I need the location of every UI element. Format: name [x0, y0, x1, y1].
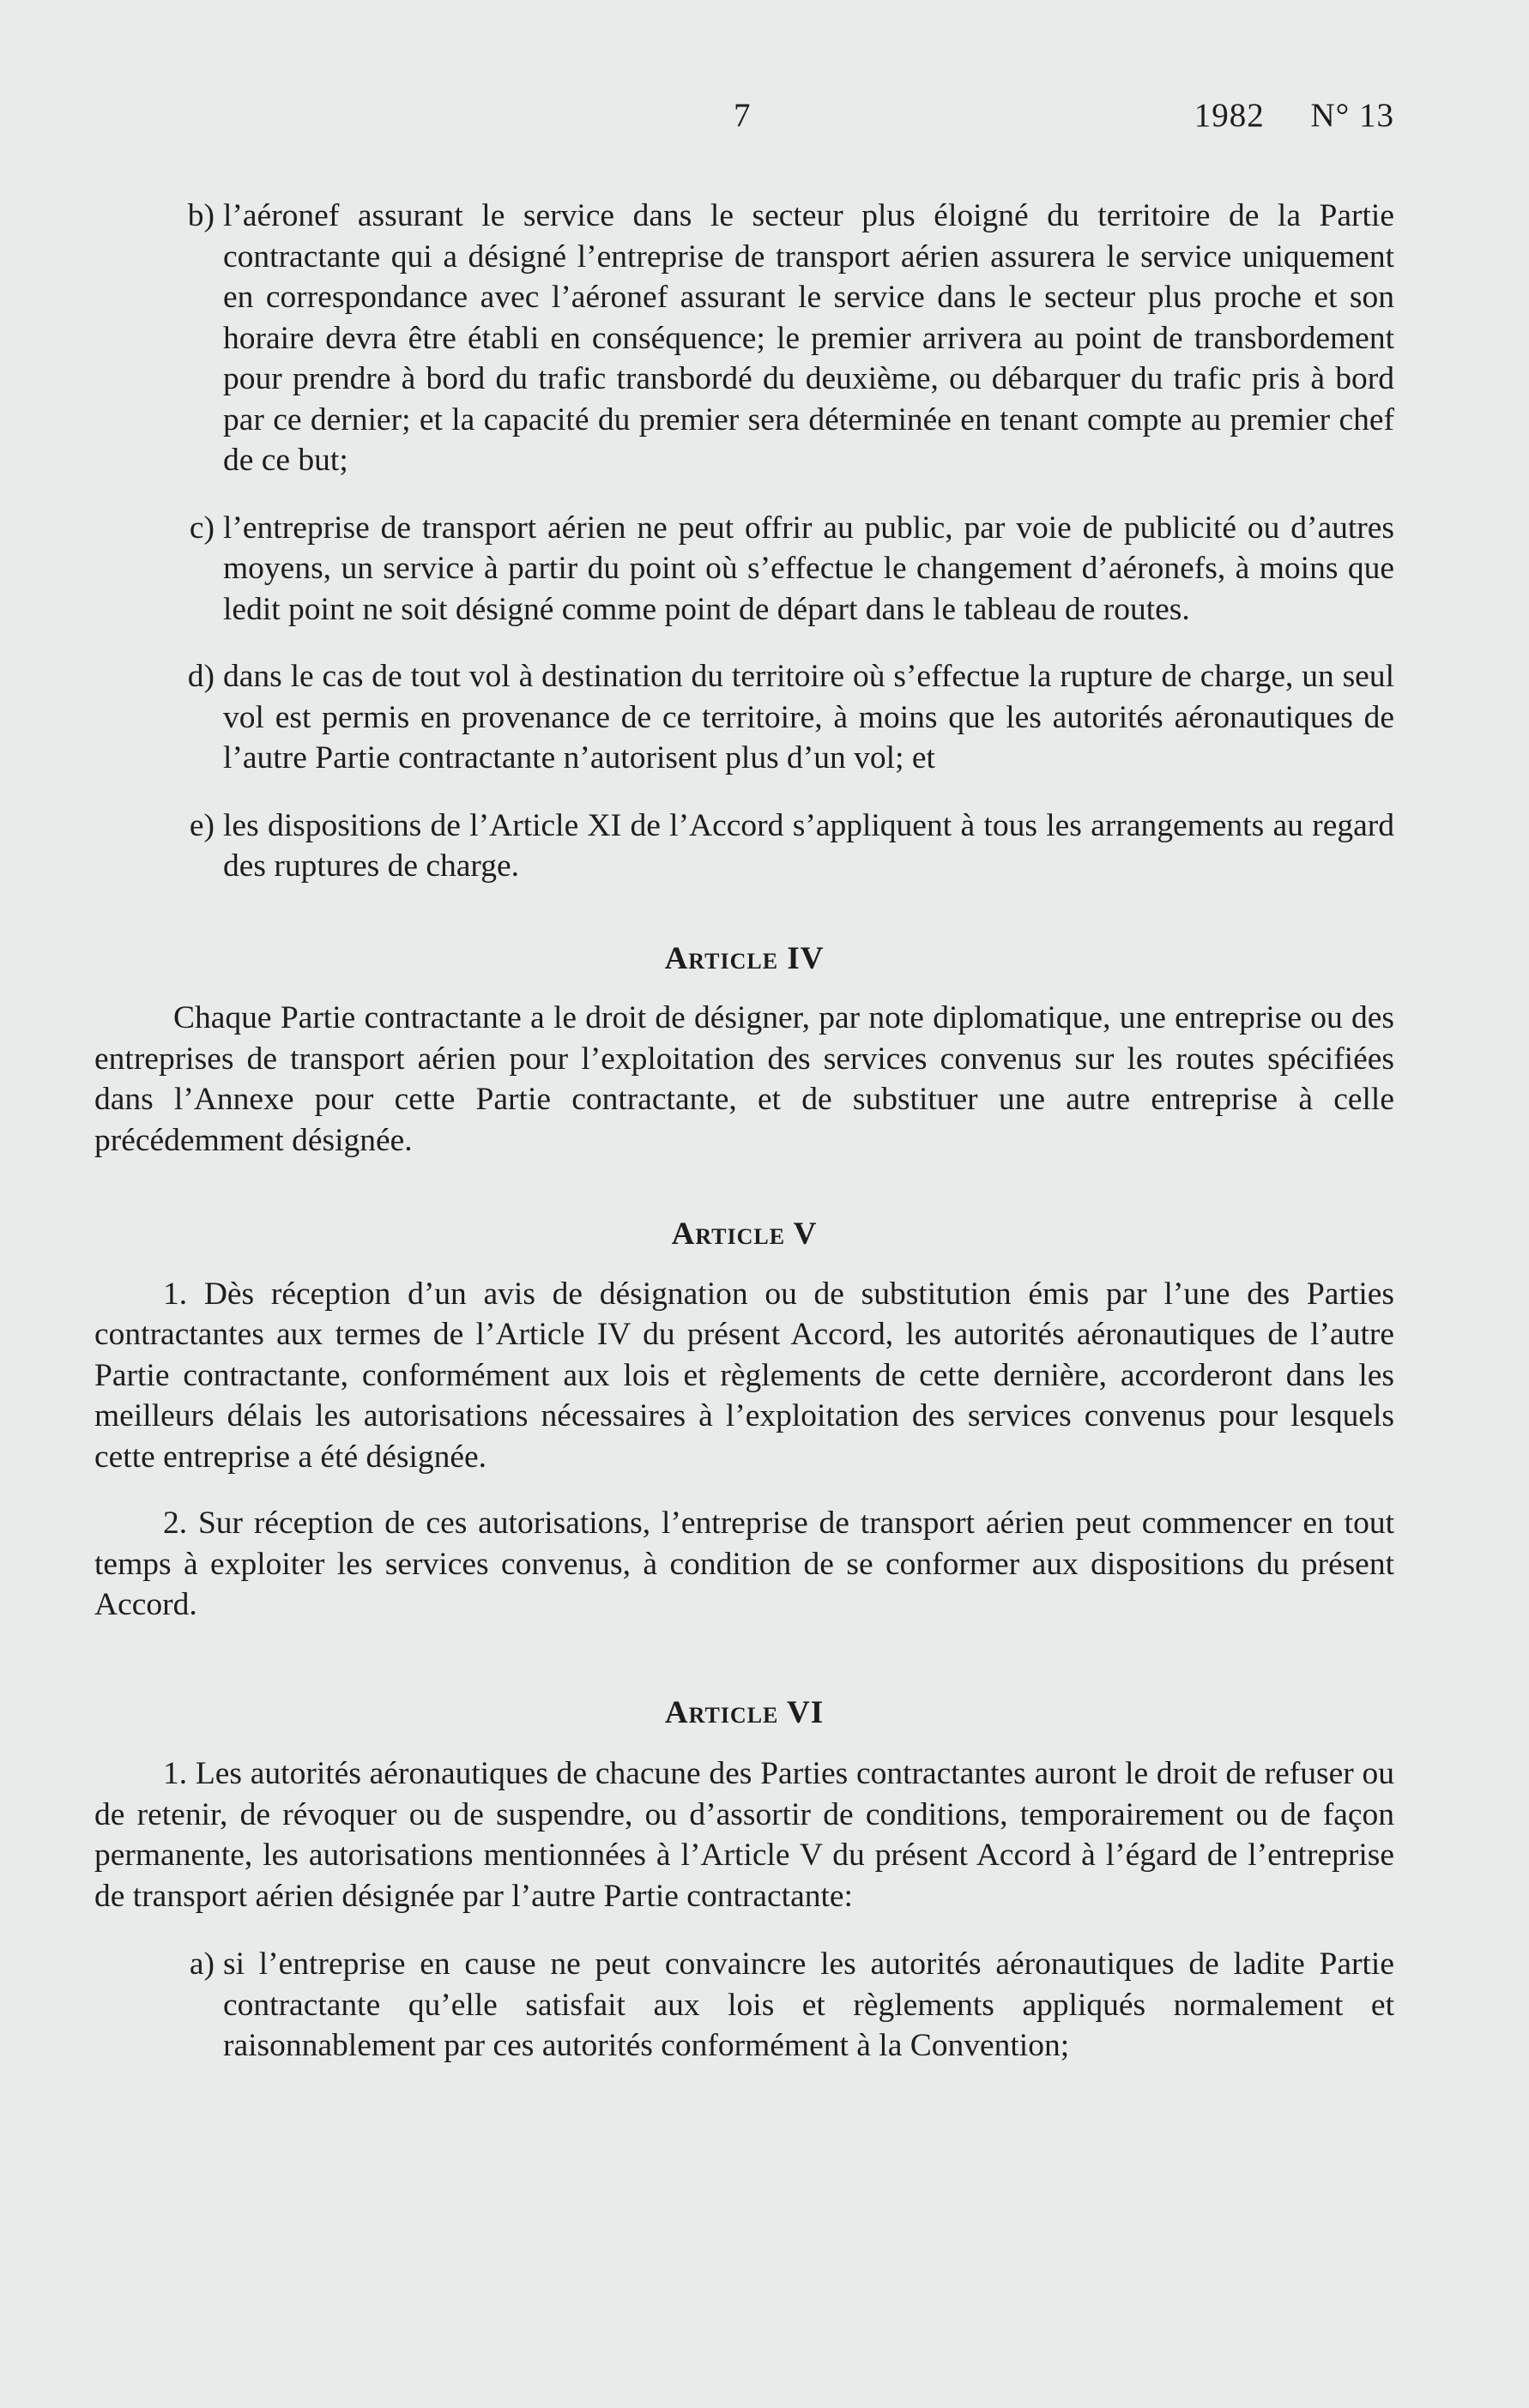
- list-marker: d): [187, 659, 215, 694]
- document-body: [94, 196, 1394, 2093]
- list-item-a: [94, 1944, 1394, 2067]
- list-item-e: [94, 806, 1394, 887]
- list-item-text: dans le cas de tout vol à destination du territoire où s’effectue la rupture de charge, un seul vol est permis en provenance de ce territoire, à moins que les autorités aéronautiques de l’autre Partie contractante n’autorisent plus d’un vol; et: [223, 659, 1394, 776]
- article-iv-text: Chaque Partie contractante a le droit de désigner, par note diplomatique, une entreprise ou des entreprises de transport aérien pour l’exploitation des services convenus sur les routes spécifiées dans l’Annexe pour cette Partie contractante, et de substituer une autre entreprise à celle précédemment désignée.: [94, 1000, 1394, 1158]
- list-item-text: l’entreprise de transport aérien ne peut offrir au public, par voie de publicité ou d’autres moyens, un service à partir du point où s’effectue le changement d’aéronefs, à moins que ledit point ne soit désigné comme point de départ dans le tableau de routes.: [223, 510, 1394, 627]
- list-item-text: l’aéronef assurant le service dans le secteur plus éloigné du territoire de la Partie contractante qui a désigné l’entreprise de transport aérien assurera le service uniquement en correspondance avec l’aéronef assurant le service dans le secteur plus proche et son horaire devra être établi en conséquence; le premier arrivera au point de transbordement pour prendre à bord du trafic transbordé du deuxième, ou débarquer du trafic pris à bord par ce dernier; et la capacité du premier sera déterminée en tenant compte au premier chef de ce but;: [223, 198, 1394, 478]
- list-item-d: [94, 656, 1394, 779]
- list-item-text: si l’entreprise en cause ne peut convaincre les autorités aéronautiques de ladite Partie contractante qu’elle satisfait aux lois et règlements appliqués normalement et raisonnablement par ces autorités conformément à la Convention;: [223, 1946, 1394, 2063]
- article-vi-paragraph-1: 1. Les autorités aéronautiques de chacune des Parties contractantes auront le droit de refuser ou de retenir, de révoquer ou de suspendre, ou d’assortir de conditions, temporairement ou de façon permanente, les autorisations mentionnées à l’Article V du présent Accord à l’égard de l’entreprise de transport aérien désignée par l’autre Partie contractante:: [94, 1756, 1394, 1914]
- list-item-text: les dispositions de l’Article XI de l’Accord s’appliquent à tous les arrangements au regard des ruptures de charge.: [223, 807, 1394, 884]
- list-marker: b): [187, 198, 215, 233]
- page-number: 7: [734, 97, 751, 134]
- page-header: [94, 96, 1394, 139]
- article-iv-heading: Article IV: [664, 940, 825, 976]
- list-marker: a): [189, 1946, 215, 1982]
- article-vi-heading: Article VI: [664, 1694, 825, 1730]
- list-marker: c): [189, 510, 215, 546]
- article-v-heading: Article V: [671, 1216, 818, 1252]
- article-v-paragraph-1: 1. Dès réception d’un avis de désignation ou de substitution émis par l’une des Parties contractantes aux termes de l’Article IV du présent Accord, les autorités aéronautiques de l’autre Partie contractante, conformément aux lois et règlements de cette dernière, accorderont dans les meilleurs délais les autorisations nécessaires à l’exploitation des services convenus pour lesquels cette entreprise a été désignée.: [94, 1276, 1394, 1475]
- year-and-number: 1982 N° 13: [1194, 97, 1394, 134]
- list-item-c: [94, 508, 1394, 631]
- article-v-paragraph-2: 2. Sur réception de ces autorisations, l’entreprise de transport aérien peut commencer en tout temps à exploiter les services convenus, à condition de se conformer aux dispositions du présent Accord.: [94, 1506, 1394, 1622]
- list-marker: e): [189, 807, 215, 843]
- list-item-b: [94, 196, 1394, 481]
